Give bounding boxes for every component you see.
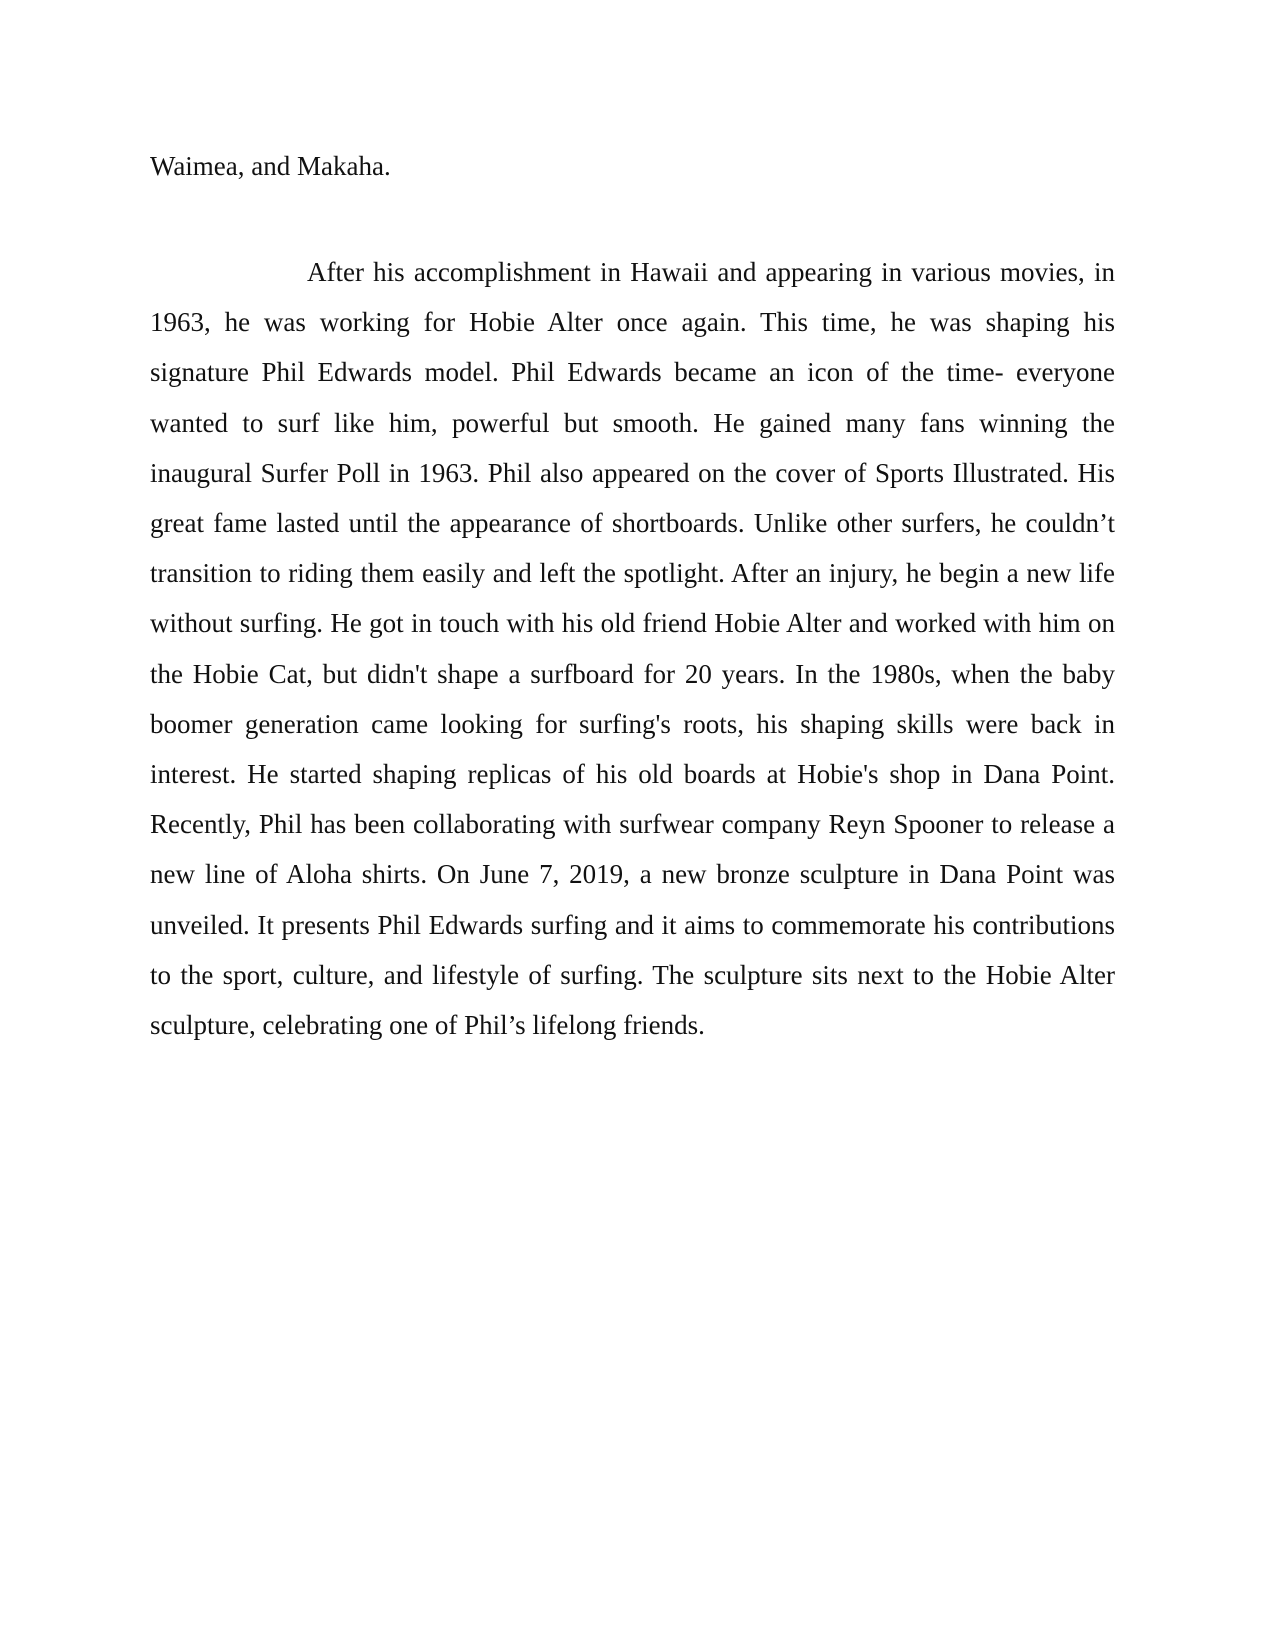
carryover-line: Waimea, and Makaha. [150,151,391,181]
body-paragraph: After his accomplishment in Hawaii and appearing in various movies, in 1963, he was working for Hobie Alter once again. This time, he was shaping his signature Phil Edwards model. Phil Edwards became an icon of the time- everyone wanted to surf like him, powerful but smooth. He gained many fans winning the inaugural Surfer Poll in 1963. Phil also appeared on the cover of Sports Illustrated. His great fame lasted until the appearance of shortboards. Unlike other surfers, he couldn’t transition to riding them easily and left the spotlight. After an injury, he begin a new life without surfing. He got in touch with his old friend Hobie Alter and worked with him on the Hobie Cat, but didn't shape a surfboard for 20 years. In the 1980s, when the baby boomer generation came looking for surfing's roots, his shaping skills were back in interest. He started shaping replicas of his old boards at Hobie's shop in Dana Point. Recently, Phil has been collaborating with surfwear company Reyn Spooner to release a new line of Aloha shirts. On June 7, 2019, a new bronze sculpture in Dana Point was unveiled. It presents Phil Edwards surfing and it aims to commemorate his contributions to the sport, culture, and lifestyle of surfing. The sculpture sits next to the Hobie Alter sculpture, celebrating one of Phil’s lifelong friends. [150,257,1115,1041]
